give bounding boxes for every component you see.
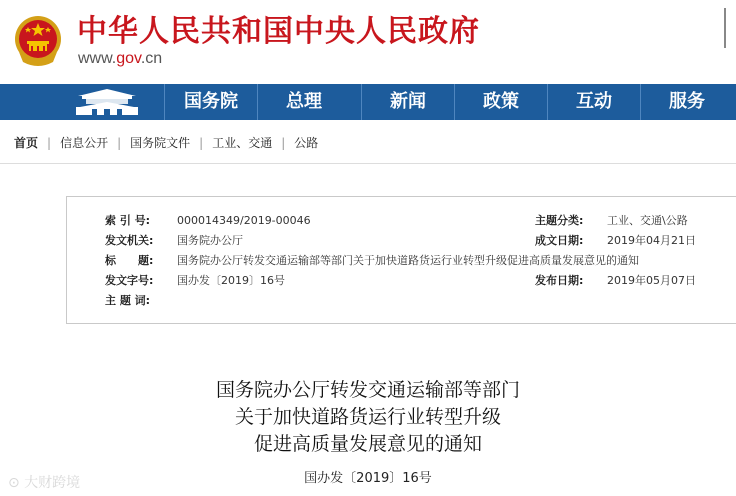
nav-item-premier[interactable]: 总理 bbox=[257, 84, 350, 120]
subject-label: 主题分类: bbox=[535, 214, 584, 227]
info-row-pubdate bbox=[535, 272, 696, 288]
site-url[interactable] bbox=[78, 50, 162, 68]
document-title-line: 关于加快道路货运行业转型升级 bbox=[234, 406, 501, 428]
breadcrumb-separator: | bbox=[47, 136, 52, 150]
url-domain: gov bbox=[116, 50, 141, 67]
index-label: 索 引 号: bbox=[105, 214, 151, 227]
info-row-date bbox=[535, 232, 696, 248]
tiananmen-gate-icon[interactable] bbox=[72, 87, 142, 117]
docno-value: 国办发〔2019〕16号 bbox=[177, 274, 285, 287]
nav-item-services[interactable]: 服务 bbox=[640, 84, 733, 120]
nav-item-policy[interactable]: 政策 bbox=[454, 84, 547, 120]
issuer-value: 国务院办公厅 bbox=[177, 234, 243, 247]
breadcrumb-industry-transport[interactable]: 工业、交通 bbox=[212, 136, 273, 150]
breadcrumb-separator: | bbox=[281, 136, 286, 150]
info-row-title bbox=[105, 252, 639, 268]
breadcrumb-highway[interactable]: 公路 bbox=[294, 136, 319, 150]
info-row-subject bbox=[535, 212, 688, 228]
pubdate-value: 2019年05月07日 bbox=[607, 274, 696, 287]
nav-item-interaction[interactable]: 互动 bbox=[547, 84, 640, 120]
document-title bbox=[0, 377, 736, 458]
subject-value: 工业、交通\公路 bbox=[607, 214, 688, 227]
info-row-docno bbox=[105, 272, 285, 288]
breadcrumb-separator: | bbox=[199, 136, 204, 150]
title-value: 国务院办公厅转发交通运输部等部门关于加快道路货运行业转型升级促进高质量发展意见的通知 bbox=[177, 254, 639, 267]
date-value: 2019年04月21日 bbox=[607, 234, 696, 247]
info-row-index bbox=[105, 212, 311, 228]
index-value: 000014349/2019-00046 bbox=[177, 214, 311, 227]
breadcrumb-info-disclosure[interactable]: 信息公开 bbox=[60, 136, 109, 150]
info-row-keywords bbox=[105, 292, 177, 308]
url-suffix: .cn bbox=[140, 50, 163, 67]
pubdate-label: 发布日期: bbox=[535, 274, 584, 287]
issuer-label: 发文机关: bbox=[105, 234, 154, 247]
breadcrumb bbox=[14, 134, 318, 151]
document-info-box bbox=[66, 196, 736, 324]
breadcrumb-state-council-docs[interactable]: 国务院文件 bbox=[130, 136, 191, 150]
document-title-line: 国务院办公厅转发交通运输部等部门 bbox=[215, 379, 520, 401]
header-edge-divider bbox=[724, 8, 736, 48]
national-emblem-icon[interactable] bbox=[13, 12, 63, 68]
url-prefix: www. bbox=[78, 50, 117, 67]
watermark: ⊙ 大财跨境 bbox=[8, 475, 81, 491]
date-label: 成文日期: bbox=[535, 234, 584, 247]
site-title[interactable]: 中华人民共和国中央人民政府 bbox=[77, 14, 480, 49]
breadcrumb-divider bbox=[0, 163, 736, 164]
breadcrumb-home[interactable]: 首页 bbox=[14, 136, 39, 150]
info-row-issuer bbox=[105, 232, 243, 248]
nav-item-state-council[interactable]: 国务院 bbox=[164, 84, 257, 120]
nav-item-news[interactable]: 新闻 bbox=[361, 84, 454, 120]
site-header bbox=[0, 0, 736, 84]
document-title-line: 促进高质量发展意见的通知 bbox=[253, 433, 482, 455]
docno-label: 发文字号: bbox=[105, 274, 154, 287]
document-number: 国办发〔2019〕16号 bbox=[304, 471, 432, 486]
title-label: 标 题: bbox=[105, 254, 154, 267]
main-nav bbox=[0, 84, 736, 120]
breadcrumb-separator: | bbox=[117, 136, 122, 150]
keywords-label: 主 题 词: bbox=[105, 294, 151, 307]
